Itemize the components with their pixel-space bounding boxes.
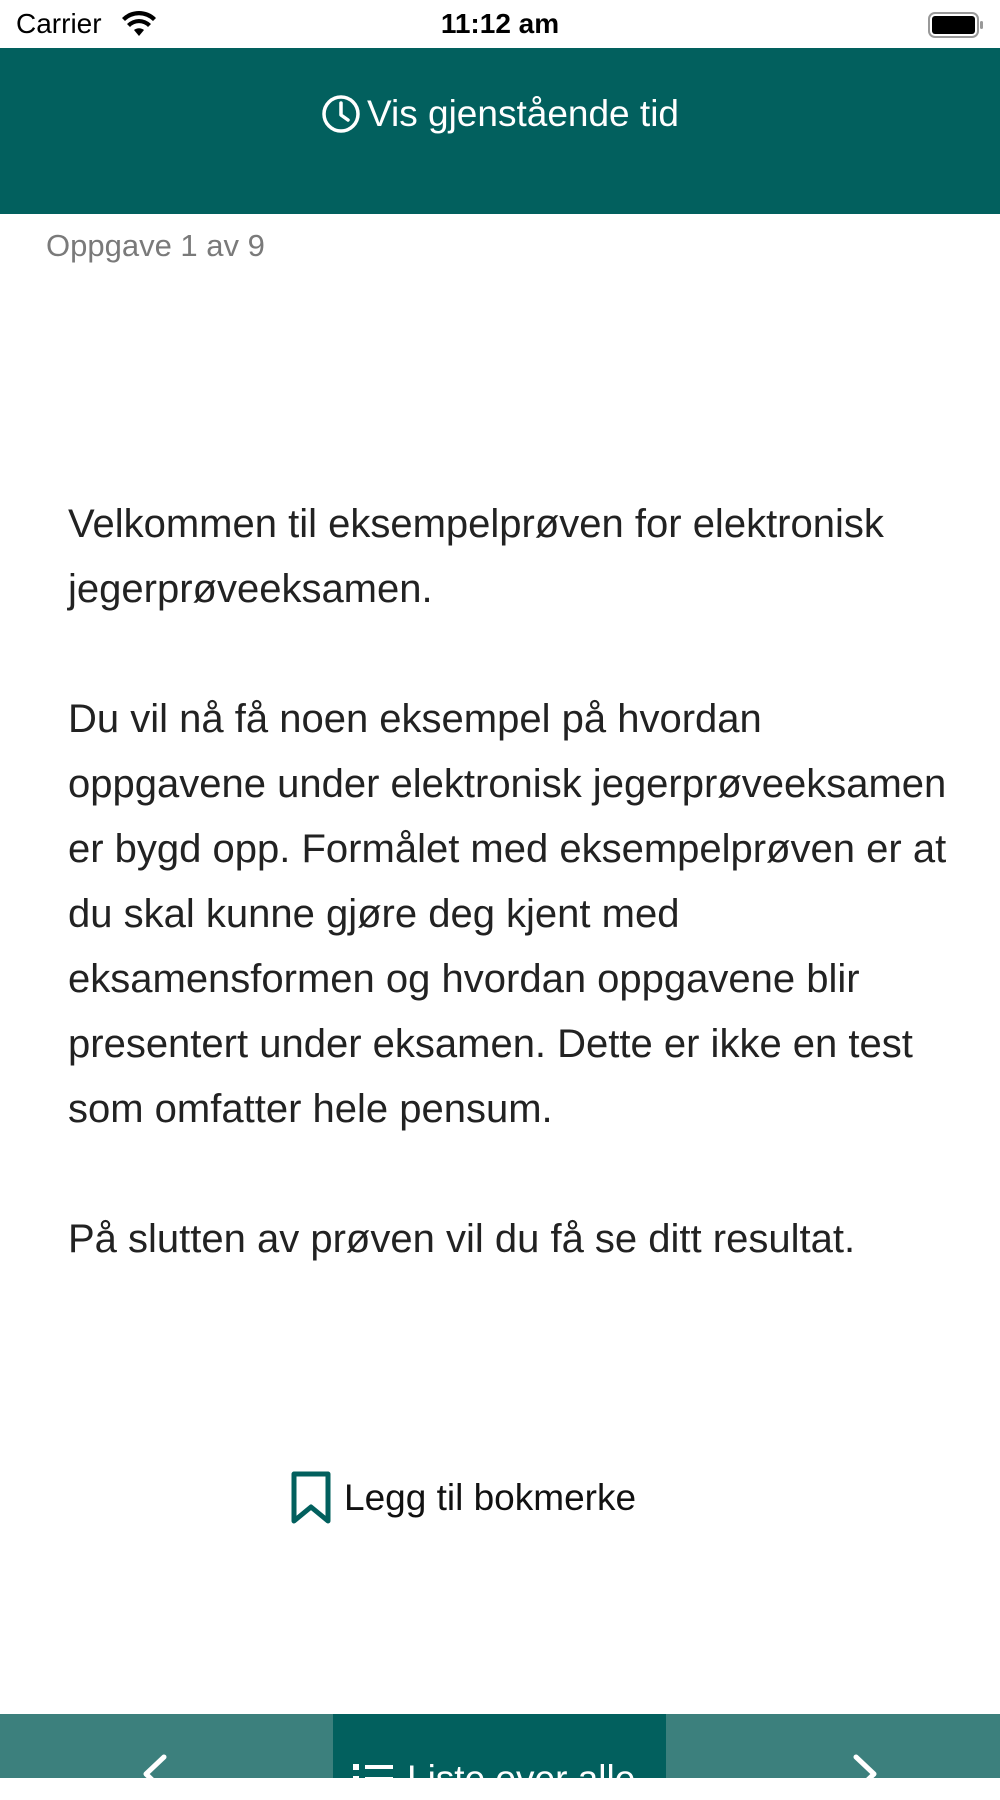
bookmark-label: Legg til bokmerke xyxy=(344,1477,637,1518)
clock-time: 11:12 am xyxy=(440,8,560,39)
status-bar xyxy=(0,0,1000,48)
previous-task-button[interactable] xyxy=(0,1714,333,1778)
bottom-navigation xyxy=(0,1714,1000,1799)
result-paragraph: På slutten av prøven vil du få se ditt resultat. xyxy=(68,1217,856,1261)
carrier-label: Carrier xyxy=(16,8,102,39)
add-bookmark-button[interactable] xyxy=(290,1470,636,1526)
chevron-left-icon xyxy=(140,1754,168,1794)
battery-icon xyxy=(928,11,984,39)
list-all-label: Liste over alle xyxy=(407,1758,636,1799)
next-task-button[interactable] xyxy=(666,1714,1000,1778)
timer-label: Vis gjenstående tid xyxy=(367,93,679,134)
intro-paragraph: Velkommen til eksempelprøven for elektronisk jegerprøveeksamen. xyxy=(68,502,884,611)
show-remaining-time-button[interactable] xyxy=(0,88,1000,140)
clock-icon xyxy=(321,94,361,134)
task-content xyxy=(68,492,948,1337)
list-all-tasks-button[interactable] xyxy=(333,1714,666,1799)
description-paragraph: Du vil nå få noen eksempel på hvordan oppgavene under elektronisk jegerprøveeksamen er bygd opp. Formålet med eksempelprøven er at du skal kunne gjøre deg kjent med eksamensformen og hvordan oppgavene blir presentert under eksamen. Dette er ikke en test som omfatter hele pensum. xyxy=(68,697,947,1131)
list-icon xyxy=(353,1762,393,1796)
chevron-right-icon xyxy=(852,1754,880,1794)
bookmark-icon xyxy=(290,1471,332,1525)
task-counter: Oppgave 1 av 9 xyxy=(46,228,265,263)
